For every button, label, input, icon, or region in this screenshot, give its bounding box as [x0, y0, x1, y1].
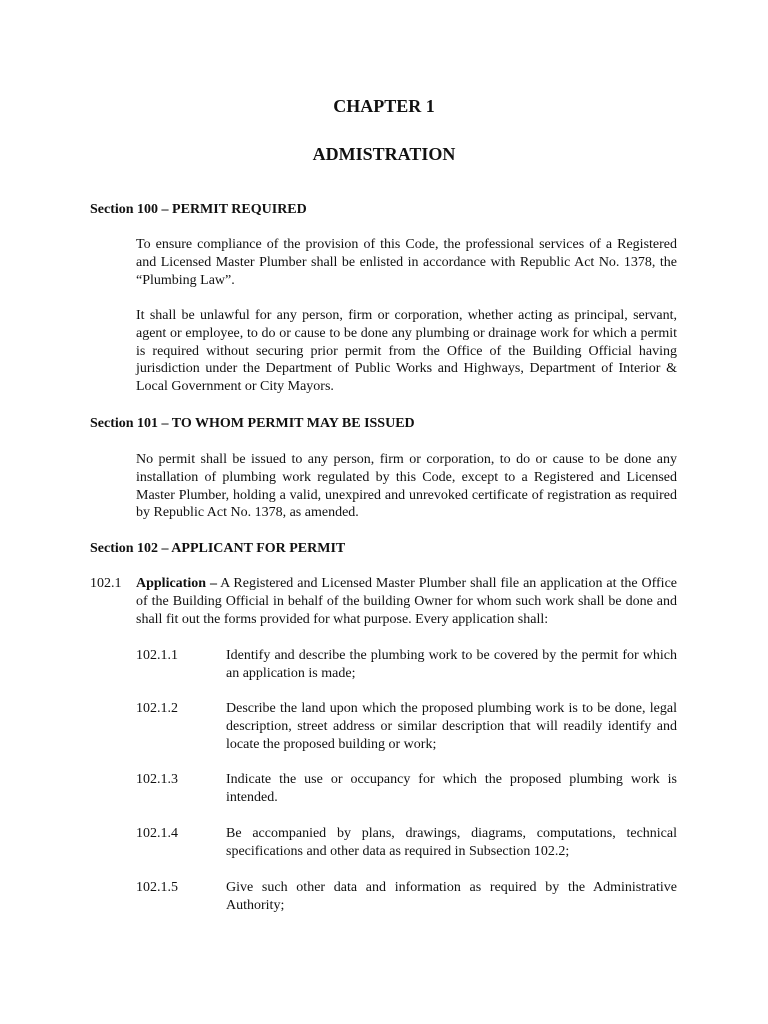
item-text: Be accompanied by plans, drawings, diagrams, computations, technical specifications and other data as required in Subsection 102.2;: [226, 826, 677, 859]
item-number: 102.1.1: [136, 648, 178, 663]
item-number: 102.1.2: [136, 701, 178, 716]
section-101-paragraph-1: No permit shall be issued to any person, firm or corporation, to do or cause to be done any installation of plumbing work regulated by this Code, except to a Registered and Licensed Master Plumber, holding a valid, unexpired and unrevoked certificate of registration as required by Republic Act No. 1378, as amended.: [136, 452, 677, 521]
subsection-body: A Registered and Licensed Master Plumber shall file an application at the Office of the Building Official in behalf of the building Owner for whom such work shall be done and shall fit out the forms provided for what purpose. Every application shall:: [136, 576, 678, 627]
item-text: Describe the land upon which the proposed plumbing work is to be done, legal description, street address or similar description that will readily identify and locate the proposed building or work;: [226, 701, 677, 752]
section-100-heading: Section 100 – PERMIT REQUIRED: [90, 202, 307, 217]
section-100-paragraph-2: It shall be unlawful for any person, firm or corporation, whether acting as principal, servant, agent or employee, to do or cause to be done any plumbing or drainage work for which a permit is required without securing prior permit from the Office of the Building Official having jurisdiction under the Department of Public Works and Highways, Department of Interior & Local Government or City Mayors.: [136, 308, 677, 395]
item-number: 102.1.3: [136, 772, 178, 787]
section-101-heading: Section 101 – TO WHOM PERMIT MAY BE ISSUED: [90, 416, 415, 431]
chapter-subtitle: ADMISTRATION: [312, 144, 456, 164]
item-text: Give such other data and information as required by the Administrative Authority;: [226, 880, 677, 913]
item-text: Identify and describe the plumbing work to be covered by the permit for which an application is made;: [226, 648, 677, 681]
section-102-heading: Section 102 – APPLICANT FOR PERMIT: [90, 541, 346, 556]
chapter-title: CHAPTER 1: [333, 96, 435, 116]
item-text: Indicate the use or occupancy for which the proposed plumbing work is intended.: [226, 772, 677, 805]
item-number: 102.1.5: [136, 880, 178, 895]
subsection-102-1-text: [136, 575, 677, 628]
section-100-paragraph-1: To ensure compliance of the provision of this Code, the professional services of a Registered and Licensed Master Plumber shall be enlisted in accordance with Republic Act No. 1378, the “Plumbing Law”.: [136, 237, 677, 288]
item-number: 102.1.4: [136, 826, 178, 841]
subsection-number: 102.1: [90, 576, 122, 591]
subsection-term: Application –: [136, 576, 217, 591]
